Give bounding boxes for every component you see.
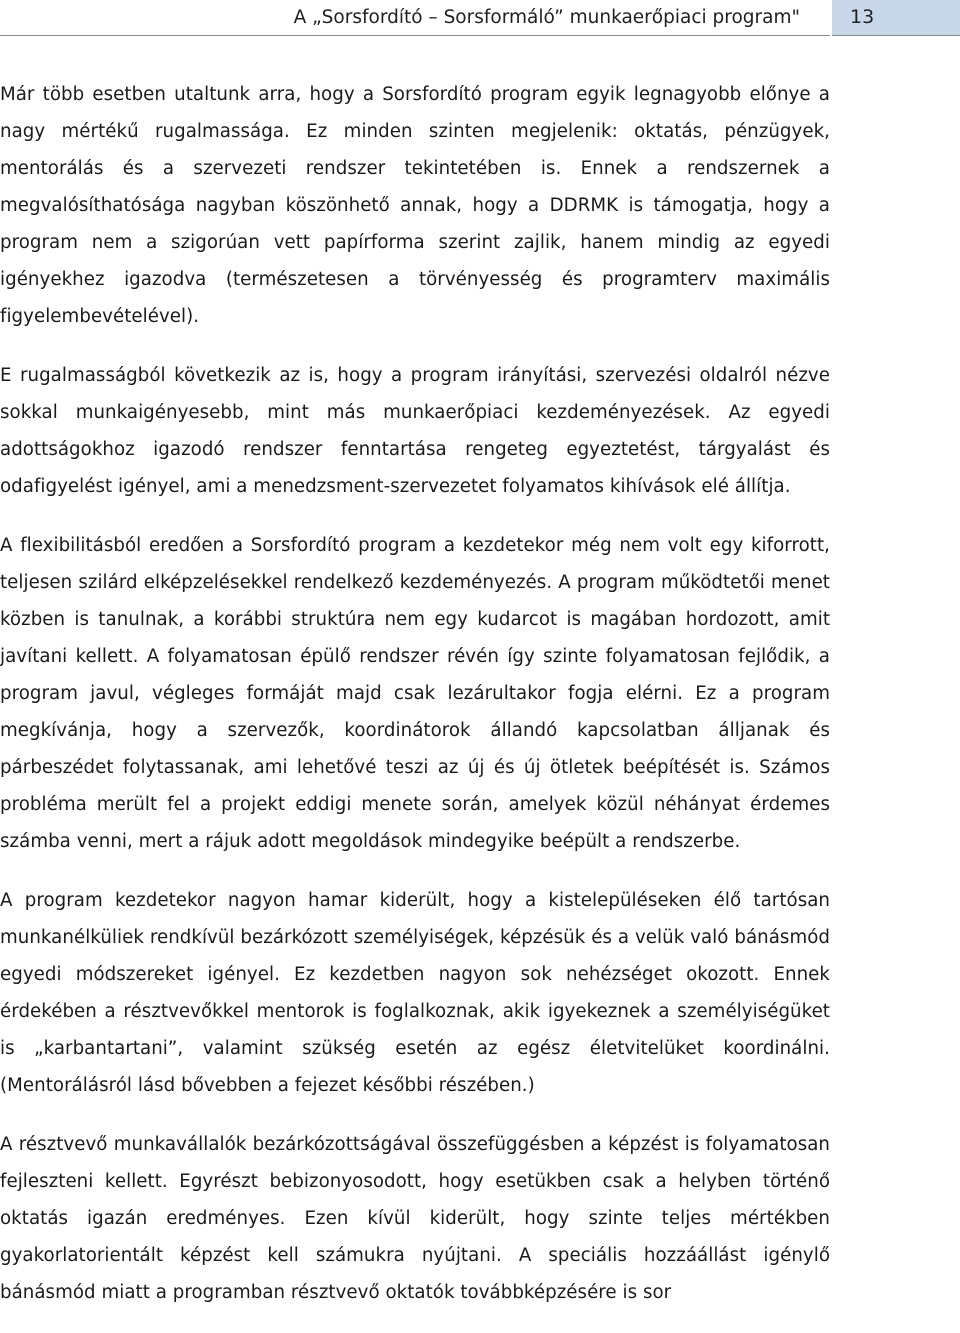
running-header-title: A „Sorsfordító – Sorsformáló” munkaerőpiaci program" <box>293 7 800 28</box>
paragraph-2: E rugalmasságból következik az is, hogy a program irányítási, szervezési oldalról nézve sokkal munkaigényesebb, mint más munkaerőpiaci kezdeményezések. Az egyedi adottságokhoz igazodó rendszer fenntartása rengeteg egyeztetést, tárgyalást és odafigyelést igényel, ami a menedzsment-szervezetet folyamatos kihívások elé állítja. <box>0 365 830 497</box>
header-divider <box>0 35 830 36</box>
paragraph-1: Már több esetben utaltunk arra, hogy a Sorsfordító program egyik legnagyobb előnye a nagy mértékű rugalmassága. Ez minden szinten megjelenik: oktatás, pénzügyek, mentorálás és a szervezeti rendszer tekintetében is. Ennek a rendszernek a megvalósíthatósága nagyban köszönhető annak, hogy a DDRMK is támogatja, hogy a program nem a szigorúan vett papírforma szerint zajlik, hanem mindig az egyedi igényekhez igazodva (természetesen a törvényesség és programterv maximális figyelembevételével). <box>0 84 830 327</box>
paragraph-5: A résztvevő munkavállalók bezárkózottságával összefüggésben a képzést is folyamatosan fejleszteni kellett. Egyrészt bebizonyosodott, hogy esetükben csak a helyben történő oktatás igazán eredményes. Ezen kívül kiderült, hogy szinte teljes mértékben gyakorlatorientált képzést kell számukra nyújtani. A speciális hozzáállást igénylő bánásmód miatt a programban résztvevő oktatók továbbképzésére is sor <box>0 1134 830 1303</box>
page-number: 13 <box>850 6 875 28</box>
page-header <box>0 0 960 36</box>
paragraph-4: A program kezdetekor nagyon hamar kiderült, hogy a kistelepüléseken élő tartósan munkanélküliek rendkívül bezárkózott személyiségek, képzésük és a velük való bánásmód egyedi módszereket igényel. Ez kezdetben nagyon sok nehézséget okozott. Ennek érdekében a résztvevőkkel mentorok is foglalkoznak, akik igyekeznek a személyiségüket is „karbantartani”, valamint szükség esetén az egész életvitelüket koordinálni. (Mentorálásról lásd bővebben a fejezet későbbi részében.) <box>0 890 830 1096</box>
page-number-box <box>832 0 960 36</box>
body-text <box>0 76 830 1333</box>
paragraph-3: A flexibilitásból eredően a Sorsfordító program a kezdetekor még nem volt egy kiforrott, teljesen szilárd elképzelésekkel rendelkező kezdeményezés. A program működtetői menet közben is tanulnak, a korábbi struktúra nem egy kudarcot is magában hordozott, amit javítani kellett. A folyamatosan épülő rendszer révén így szinte folyamatosan fejlődik, a program javul, végleges formáját majd csak lezárultakor fogja elérni. Ez a program megkívánja, hogy a szervezők, koordinátorok állandó kapcsolatban álljanak és párbeszédet folytassanak, ami lehetővé teszi az új és új ötletek beépítését is. Számos probléma merült fel a projekt eddigi menete során, amelyek közül néhányat érdemes számba venni, mert a rájuk adott megoldások mindegyike beépült a rendszerbe. <box>0 535 830 852</box>
